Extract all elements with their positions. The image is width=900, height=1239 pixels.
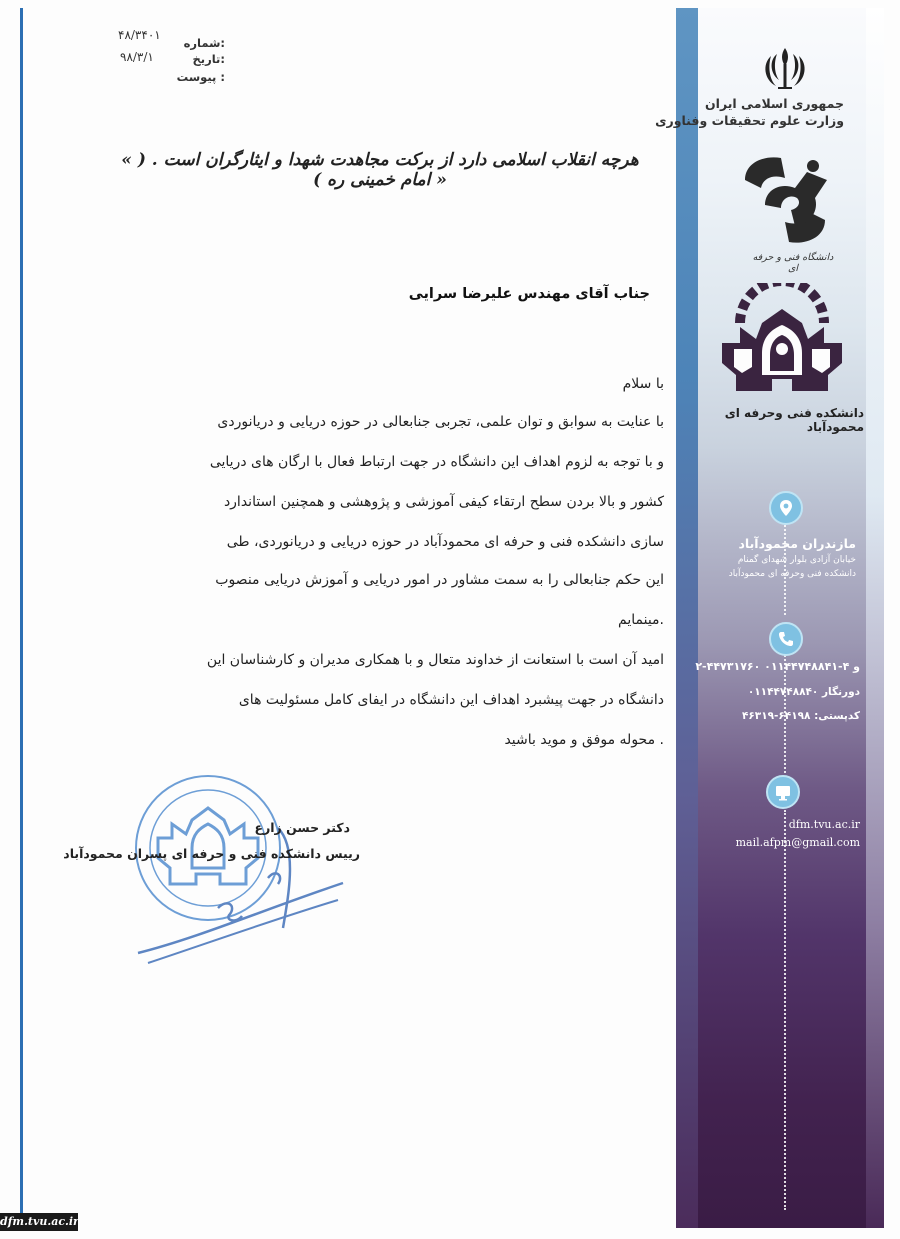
letter-motto: « هرچه انقلاب اسلامی دارد از برکت مجاهدت شهدا و ایثارگران است . ( امام خمینی ره ) » <box>121 150 639 190</box>
body-line: امید آن است با استعانت از خداوند متعال و با همکاری مدیران و کارشناسان این <box>206 652 664 668</box>
gov-line-2: وزارت علوم تحقیقات وفناوری <box>655 113 844 128</box>
number-value: ۴۸/۳۴۰۱ <box>118 28 161 42</box>
footer-watermark: dfm.tvu.ac.ir <box>0 1213 78 1231</box>
dotted-connector <box>784 810 786 1210</box>
body-line: دانشگاه در جهت پیشبرد اهداف این دانشگاه در ایفای کامل مسئولیت های <box>238 692 664 708</box>
location-pin-icon <box>769 491 803 525</box>
address-line-1: خیابان آزادی بلوار شهدای گمنام <box>737 555 856 565</box>
tvu-logo-icon <box>735 150 835 254</box>
body-line: و با توجه به لزوم اهداف این دانشگاه در جهت ارتباط فعال با ارگان های دریایی <box>209 454 664 470</box>
body-line: مینمایم. <box>618 612 664 628</box>
address-line-2: دانشکده فنی وحرفه ای محمودآباد <box>728 569 856 579</box>
date-label: تاریخ: <box>192 52 225 66</box>
addressee: جناب آقای مهندس علیرضا سرایی <box>408 286 650 302</box>
website-link[interactable]: dfm.tvu.ac.ir <box>788 818 860 831</box>
monitor-icon <box>766 775 800 809</box>
body-line: با عنایت به سوابق و توان علمی، تجربی جنابعالی در حوزه دریایی و دریانوردی <box>217 414 664 430</box>
address-title: مازندران محمودآباد <box>738 536 856 551</box>
body-line: کشور و بالا بردن سطح ارتقاء کیفی آموزشی و پژوهشی و همچنین استاندارد <box>223 494 664 510</box>
dotted-connector <box>784 520 786 615</box>
signatory-name: دکتر حسن زارع <box>254 820 350 835</box>
left-frame-line <box>20 8 23 1223</box>
body-line: محوله موفق و موید باشید . <box>504 732 664 748</box>
college-logo-icon <box>712 283 852 405</box>
sidebar-edge-stripe <box>676 8 698 1228</box>
fax-number: دورنگار ۰۱۱۴۴۷۴۸۸۴۰ <box>747 686 860 698</box>
phone-numbers: ۲-۴۴۷۳۱۷۶۰ و ۴-۰۱۱۴۴۷۴۸۸۴۱ <box>695 660 860 673</box>
email-link[interactable]: mail.afpm@gmail.com <box>735 836 860 849</box>
greeting: با سلام <box>622 376 664 392</box>
signatory-title: رییس دانشکده فنی و حرفه ای پسران محمودآباد <box>63 846 360 861</box>
college-stamp <box>118 768 348 972</box>
gov-line-1: جمهوری اسلامی ایران <box>705 96 844 111</box>
date-value: ۹۸/۳/۱ <box>120 50 154 64</box>
iran-emblem-icon <box>760 44 810 96</box>
body-line: سازی دانشکده فنی و حرفه ای محمودآباد در حوزه دریایی و دریانوردی، طی <box>226 534 664 550</box>
number-label: شماره: <box>183 36 225 50</box>
attachment-label: پیوست : <box>176 70 225 84</box>
college-name: دانشکده فنی وحرفه ای محمودآباد <box>724 406 864 434</box>
body-line: این حکم جنابعالی را به سمت مشاور در امور دریایی و آموزش دریایی منصوب <box>215 572 664 588</box>
sidebar-edge-right <box>866 8 884 1228</box>
postal-code: کدپستی: ۶۴۱۹۸-۴۶۳۱۹ <box>741 710 860 722</box>
phone-icon <box>769 622 803 656</box>
university-caption: دانشگاه فنی و حرفه ای <box>752 252 834 274</box>
